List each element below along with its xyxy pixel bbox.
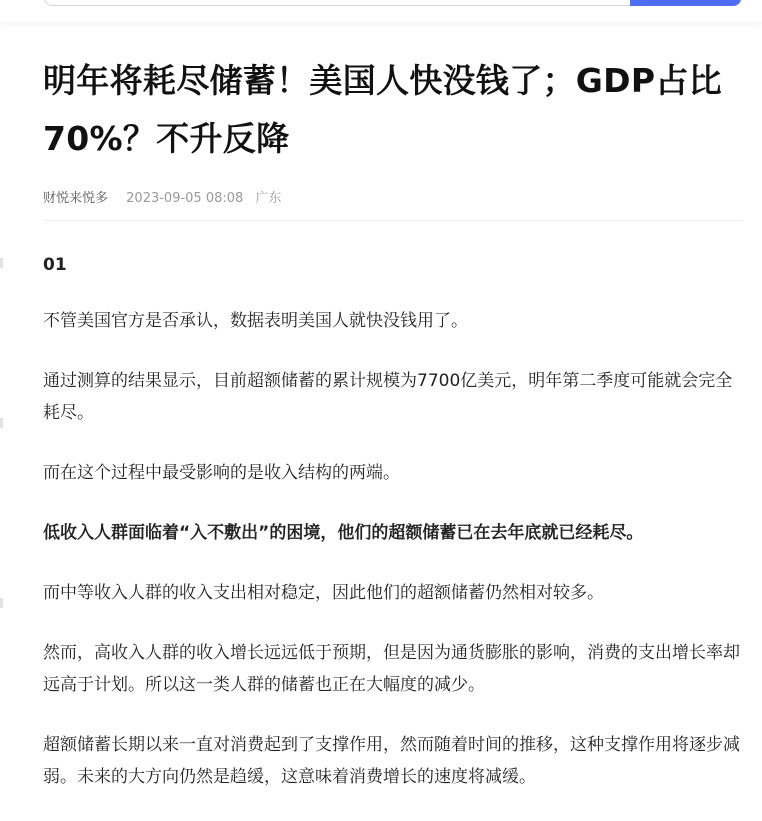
article-title: 明年将耗尽储蓄！美国人快没钱了；GDP占比70%？不升反降 xyxy=(43,61,722,158)
search-button[interactable] xyxy=(630,0,741,6)
article-body xyxy=(43,249,743,793)
paragraph: 而中等收入人群的收入支出相对稳定，因此他们的超额储蓄仍然相对较多。 xyxy=(43,583,604,603)
top-search-bar xyxy=(0,0,762,22)
publish-location: 广东 xyxy=(255,191,282,206)
paragraph: 超额储蓄长期以来一直对消费起到了支撑作用，然而随着时间的推移，这种支撑作用将逐步减弱。未来的大方向仍然是趋缓，这意味着消费增长的速度将减缓。 xyxy=(43,735,740,787)
paragraph-bold: 低收入人群面临着“入不敷出”的困境，他们的超额储蓄已在去年底就已经耗尽。 xyxy=(43,523,644,543)
paragraph: 然而，高收入人群的收入增长远远低于预期，但是因为通货膨胀的影响，消费的支出增长率却远高于计划。所以这一类人群的储蓄也正在大幅度的减少。 xyxy=(43,643,740,695)
article-content xyxy=(43,52,743,821)
left-edge-marker xyxy=(0,258,3,268)
left-edge-marker xyxy=(0,418,3,428)
section-heading: 01 xyxy=(43,255,67,275)
paragraph: 不管美国官方是否承认，数据表明美国人就快没钱用了。 xyxy=(43,311,468,331)
paragraph: 而在这个过程中最受影响的是收入结构的两端。 xyxy=(43,463,400,483)
publish-time: 2023-09-05 08:08 xyxy=(126,191,244,206)
author-name[interactable]: 财悦来悦多 xyxy=(43,191,109,206)
paragraph: 通过测算的结果显示，目前超额储蓄的累计规模为7700亿美元，明年第二季度可能就会完全耗尽。 xyxy=(43,371,733,423)
left-edge-marker xyxy=(0,598,3,608)
article-meta xyxy=(43,190,743,221)
